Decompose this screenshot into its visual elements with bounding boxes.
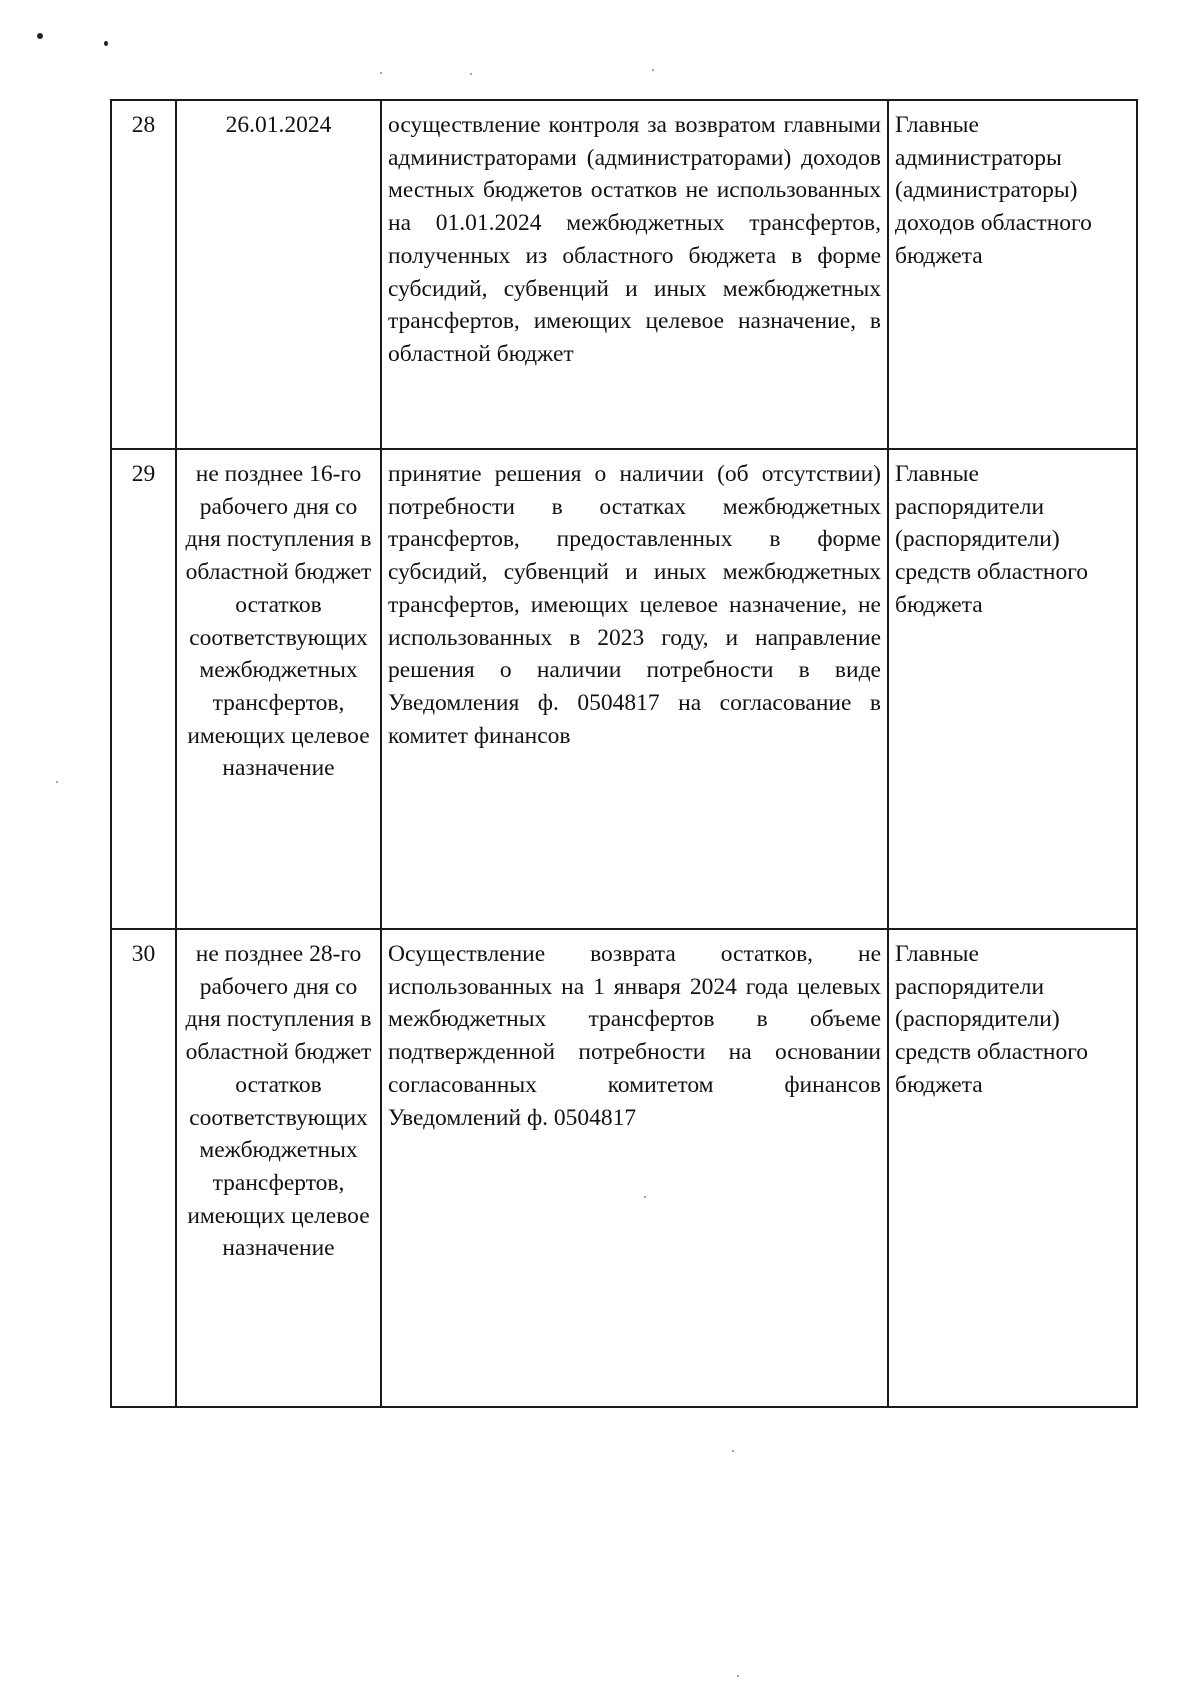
scan-speck bbox=[470, 73, 472, 75]
table-row bbox=[111, 449, 1137, 929]
action-cell: Осуществление возврата остатков, не использованных на 1 января 2024 года целевых межбюджетных трансфертов в объеме подтвержденной потребности на основании согласованных комитетом финансов Уведомлений ф. 0504817 bbox=[381, 929, 888, 1407]
deadline-cell: 26.01.2024 bbox=[176, 100, 381, 449]
row-number: 29 bbox=[111, 449, 176, 929]
deadline-cell: не позднее 16-го рабочего дня со дня поступления в областной бюджет остатков соответствующих межбюджетных трансфертов, имеющих целевое назначение bbox=[176, 449, 381, 929]
scan-speck bbox=[737, 1675, 739, 1677]
scan-speck bbox=[732, 1450, 734, 1452]
row-number: 28 bbox=[111, 100, 176, 449]
schedule-table bbox=[110, 99, 1138, 1408]
action-cell: принятие решения о наличии (об отсутствии) потребности в остатках межбюджетных трансфертов, предоставленных в форме субсидий, субвенций и иных межбюджетных трансфертов, имеющих целевое назначение, не использованных в 2023 году, и направление решения о наличии потребности в виде Уведомления ф. 0504817 на согласование в комитет финансов bbox=[381, 449, 888, 929]
responsible-cell: Главные распорядители (распорядители) средств областного бюджета bbox=[888, 929, 1137, 1407]
responsible-cell: Главные распорядители (распорядители) средств областного бюджета bbox=[888, 449, 1137, 929]
scan-speck bbox=[652, 69, 654, 71]
deadline-cell: не позднее 28-го рабочего дня со дня поступления в областной бюджет остатков соответствующих межбюджетных трансфертов, имеющих целевое назначение bbox=[176, 929, 381, 1407]
scan-speck bbox=[380, 72, 382, 74]
scan-mark bbox=[37, 33, 43, 39]
table-row bbox=[111, 929, 1137, 1407]
scan-speck bbox=[56, 781, 58, 783]
table-row bbox=[111, 100, 1137, 449]
action-cell: осуществление контроля за возвратом главными администраторами (администраторами) доходов местных бюджетов остатков не использованных на 01.01.2024 межбюджетных трансфертов, полученных из областного бюджета в форме субсидий, субвенций и иных межбюджетных трансфертов, имеющих целевое назначение, в областной бюджет bbox=[381, 100, 888, 449]
row-number: 30 bbox=[111, 929, 176, 1407]
responsible-cell: Главные администраторы (администраторы) доходов областного бюджета bbox=[888, 100, 1137, 449]
scan-mark bbox=[104, 41, 108, 46]
